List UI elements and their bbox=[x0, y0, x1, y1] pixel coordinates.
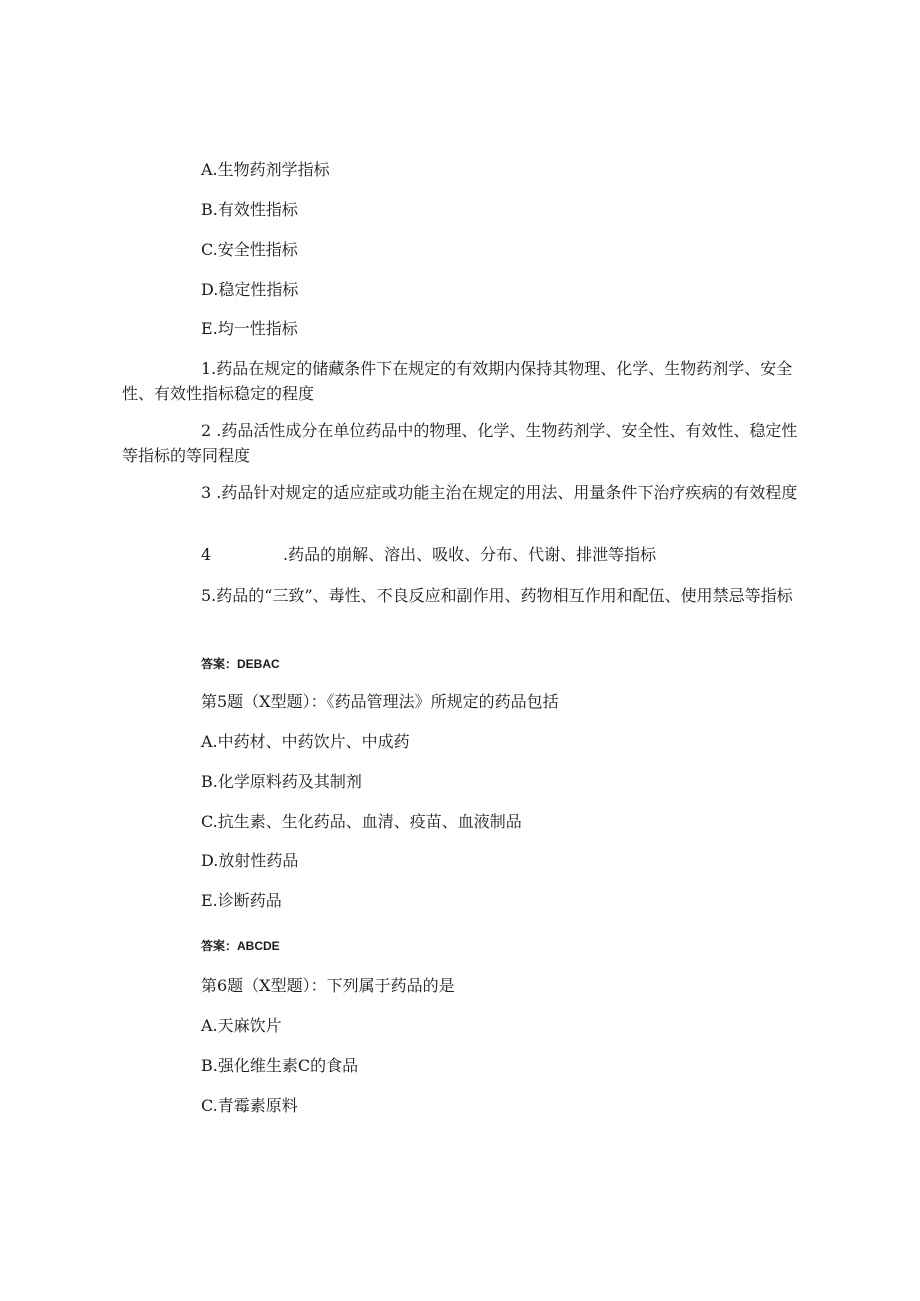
q4-item-1: 1.药品在规定的储藏条件下在规定的有效期内保持其物理、化学、生物药剂学、安全性、有效性指标稳定的程度 bbox=[122, 359, 793, 403]
q5-option-d: D.放射性药品 bbox=[201, 851, 299, 870]
q6-option-a: A.天麻饮片 bbox=[201, 1016, 282, 1035]
q4-option-c: C.安全性指标 bbox=[201, 240, 298, 259]
q4-option-b: B.有效性指标 bbox=[201, 200, 298, 219]
q4-item-2: 2 .药品活性成分在单位药品中的物理、化学、生物药剂学、安全性、有效性、稳定性等指标的等同程度 bbox=[122, 421, 798, 465]
q4-item-4-text: .药品的崩解、溶出、吸收、分布、代谢、排泄等指标 bbox=[283, 545, 657, 564]
q4-option-a: A.生物药剂学指标 bbox=[201, 160, 330, 179]
q4-item-3: 3 .药品针对规定的适应症或功能主治在规定的用法、用量条件下治疗疾病的有效程度 bbox=[201, 483, 798, 502]
q4-item-4-number: 4 bbox=[201, 545, 212, 564]
q5-option-c: C.抗生素、生化药品、血清、疫苗、血液制品 bbox=[201, 812, 522, 831]
q4-item-5: 5.药品的“三致”、毒性、不良反应和副作用、药物相互作用和配伍、使用禁忌等指标 bbox=[201, 586, 793, 605]
q6-title: 第6题（X型题）：下列属于药品的是 bbox=[201, 976, 455, 995]
q4-option-e: E.均一性指标 bbox=[201, 319, 298, 338]
q5-option-b: B.化学原料药及其制剂 bbox=[201, 772, 362, 791]
q4-option-d: D.稳定性指标 bbox=[201, 280, 299, 299]
q6-option-b: B.强化维生素C的食品 bbox=[201, 1056, 359, 1075]
q5-answer: 答案：ABCDE bbox=[201, 939, 280, 953]
q4-answer: 答案：DEBAC bbox=[201, 657, 280, 671]
q5-option-a: A.中药材、中药饮片、中成药 bbox=[201, 732, 410, 751]
q6-option-c: C.青霉素原料 bbox=[201, 1096, 298, 1115]
q4-item-4 bbox=[201, 545, 656, 565]
q5-title: 第5题（X型题）：《药品管理法》所规定的药品包括 bbox=[201, 692, 559, 711]
q5-option-e: E.诊断药品 bbox=[201, 891, 282, 910]
